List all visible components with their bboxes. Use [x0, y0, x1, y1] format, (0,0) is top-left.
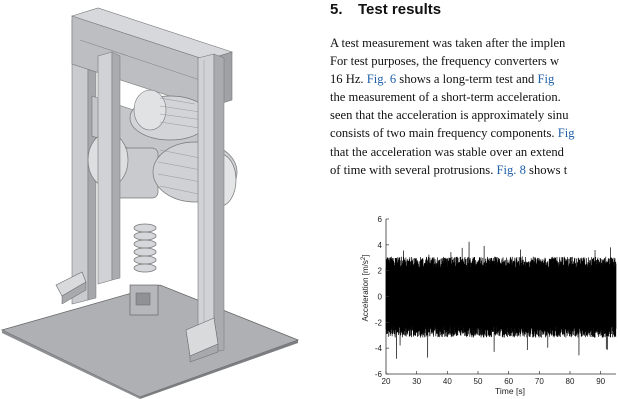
y-tick-label: 4	[377, 240, 382, 250]
paragraph-line	[330, 70, 620, 88]
x-tick-label: 80	[565, 377, 575, 386]
spring	[134, 224, 156, 272]
x-tick-label: 20	[381, 377, 391, 386]
y-tick-label: -2	[374, 318, 382, 328]
figure-link[interactable]: Fig. 6	[366, 72, 397, 87]
paragraph-text: of time with several protrusions.	[330, 162, 497, 177]
y-axis-label: Acceleration $[m/s^2]$	[361, 254, 370, 322]
x-tick-label: 30	[412, 377, 422, 386]
acceleration-chart	[340, 210, 620, 399]
x-tick-label: 90	[596, 377, 606, 386]
figure-link[interactable]: Fig	[537, 72, 555, 87]
y-tick-label: 6	[377, 215, 382, 224]
signal-band	[386, 269, 616, 325]
body-paragraph	[330, 34, 620, 179]
column-front-left	[98, 52, 112, 284]
paragraph-line: For test purposes, the frequency converters w	[330, 54, 560, 69]
acceleration-signal	[386, 242, 616, 359]
paragraph-line: that the acceleration was stable over an extend	[330, 144, 564, 159]
paragraph-line: seen that the acceleration is approximately sinu	[330, 108, 569, 123]
paragraph-line: A test measurement was taken after the implen	[330, 36, 566, 50]
paragraph-text: shows t	[525, 162, 568, 177]
y-tick-label: -4	[374, 344, 382, 354]
y-tick-label: 0	[377, 292, 382, 302]
x-tick-label: 40	[442, 377, 452, 386]
column-front-right	[198, 54, 214, 356]
paragraph-line: the measurement of a short-term acceleration.	[330, 90, 561, 105]
x-axis-label: Time [s]	[495, 386, 525, 396]
section-title: Test results	[358, 1, 442, 18]
x-tick-label: 70	[534, 377, 544, 386]
x-tick-label: 50	[473, 377, 483, 386]
paragraph-text: 16 Hz.	[330, 72, 367, 87]
paragraph-line	[330, 124, 620, 142]
x-tick-label: 60	[504, 377, 514, 386]
figure-link[interactable]: Fig. 8	[496, 162, 526, 177]
paragraph-line	[330, 161, 620, 179]
paragraph-text: shows a long-term test and	[396, 72, 538, 87]
clamp-block	[130, 285, 158, 315]
section-number: 5.	[330, 1, 343, 18]
figure-link[interactable]: Fig	[557, 126, 575, 141]
section-heading	[330, 1, 441, 18]
test-rig-figure	[0, 0, 300, 399]
paragraph-text: consists of two main frequency components.	[330, 126, 558, 141]
y-tick-label: -6	[374, 370, 382, 379]
y-tick-label: 2	[377, 266, 382, 276]
